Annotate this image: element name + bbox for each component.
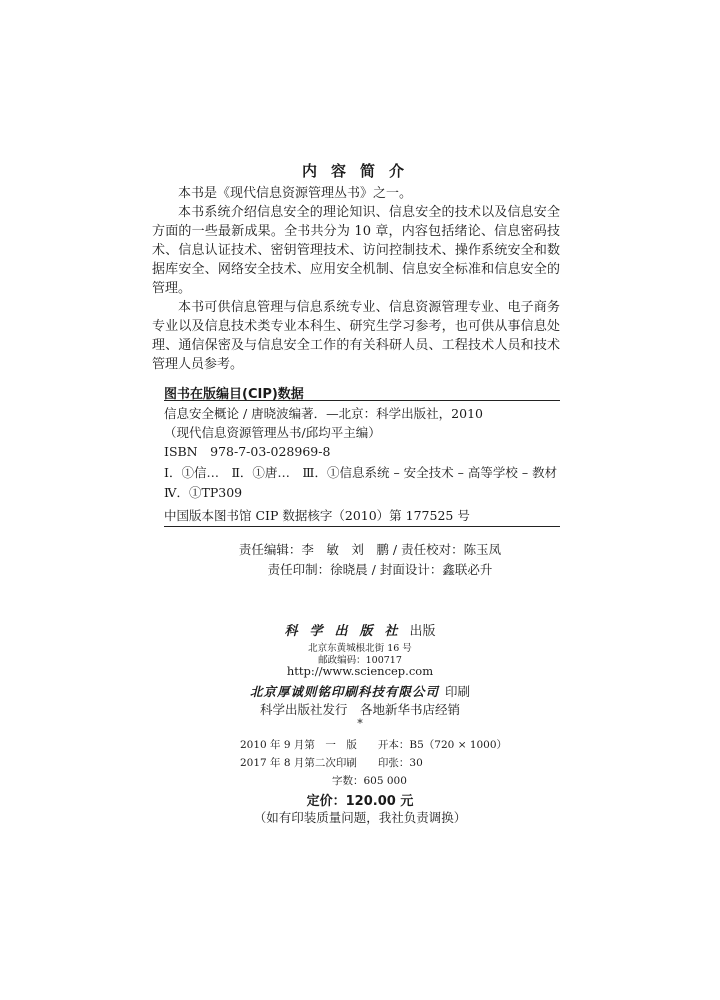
print-line: 2017 年 8 月第二次印刷 印张：30 (240, 757, 423, 769)
cip-line: Ⅰ．①信… Ⅱ．①唐… Ⅲ．①信息系统 – 安全技术 – 高等学校 – 教材 (164, 465, 558, 480)
cip-heading: 图书在版编目(CIP)数据 (164, 387, 304, 402)
intro-title: 内容简介 (301, 162, 418, 180)
printer-logo: 北京厚诚则铭印刷科技有限公司 (249, 684, 439, 699)
publisher-suffix: 出版 (409, 624, 436, 639)
cip-line: 信息安全概论 / 唐晓波编著．—北京：科学出版社，2010 (164, 406, 483, 421)
intro-paragraph: 本书系统介绍信息安全的理论知识、信息安全的技术以及信息安全方面的一些最新成果。全书共分为 10 章，内容包括绪论、信息密码技术、信息认证技术、密钥管理技术、访问控制技术、操作系统安全和数据库安全、网络安全技术、应用安全机制、信息安全标准和信息安全的管理。 (152, 205, 560, 296)
credits-editors: 责任编辑：李 敏 刘 鹏 / 责任校对：陈玉凤 (238, 542, 502, 557)
printer-suffix: 印刷 (445, 684, 471, 699)
publisher-postcode: 邮政编码：100717 (318, 655, 402, 666)
intro-paragraph: 本书可供信息管理与信息系统专业、信息资源管理专业、电子商务专业以及信息技术类专业本科生、研究生学习参考，也可供从事信息处理、通信保密及与信息安全工作的有关科研人员、工程技术人员和技术管理人员参考。 (152, 300, 560, 372)
quality-notice: （如有印装质量问题，我社负责调换） (253, 810, 467, 825)
separator-mark: * (357, 717, 363, 730)
cip-bottom-rule (164, 526, 560, 527)
credits-line (0, 560, 720, 578)
publisher-url: http://www.sciencep.com (286, 664, 434, 678)
intro-body (152, 184, 560, 374)
printer-line (0, 681, 720, 700)
publisher-line (0, 620, 720, 639)
cip-record-number: 中国版本图书馆 CIP 数据核字（2010）第 177525 号 (164, 508, 470, 523)
publisher-address: 北京东黄城根北街 16 号 (308, 643, 412, 654)
word-count: 字数：605 000 (332, 775, 407, 787)
distribution: 科学出版社发行 各地新华书店经销 (259, 702, 460, 717)
cip-isbn: ISBN 978-7-03-028969-8 (164, 444, 331, 459)
credits-print-cover: 责任印制：徐晓晨 / 封面设计：鑫联必升 (267, 562, 493, 577)
price-line (0, 790, 720, 809)
price: 定价：120.00 元 (306, 794, 414, 809)
intro-paragraph: 本书是《现代信息资源管理丛书》之一。 (178, 186, 413, 201)
cip-line: （现代信息资源管理丛书/邱均平主编） (164, 425, 381, 440)
credits-line (0, 540, 720, 558)
cip-line: Ⅳ．①TP309 (164, 485, 243, 500)
cip-top-rule (164, 400, 560, 401)
edition-line: 2010 年 9 月第 一 版 开本：B5（720 × 1000） (240, 739, 508, 751)
publisher-logo: 科学出版社 (284, 624, 410, 639)
